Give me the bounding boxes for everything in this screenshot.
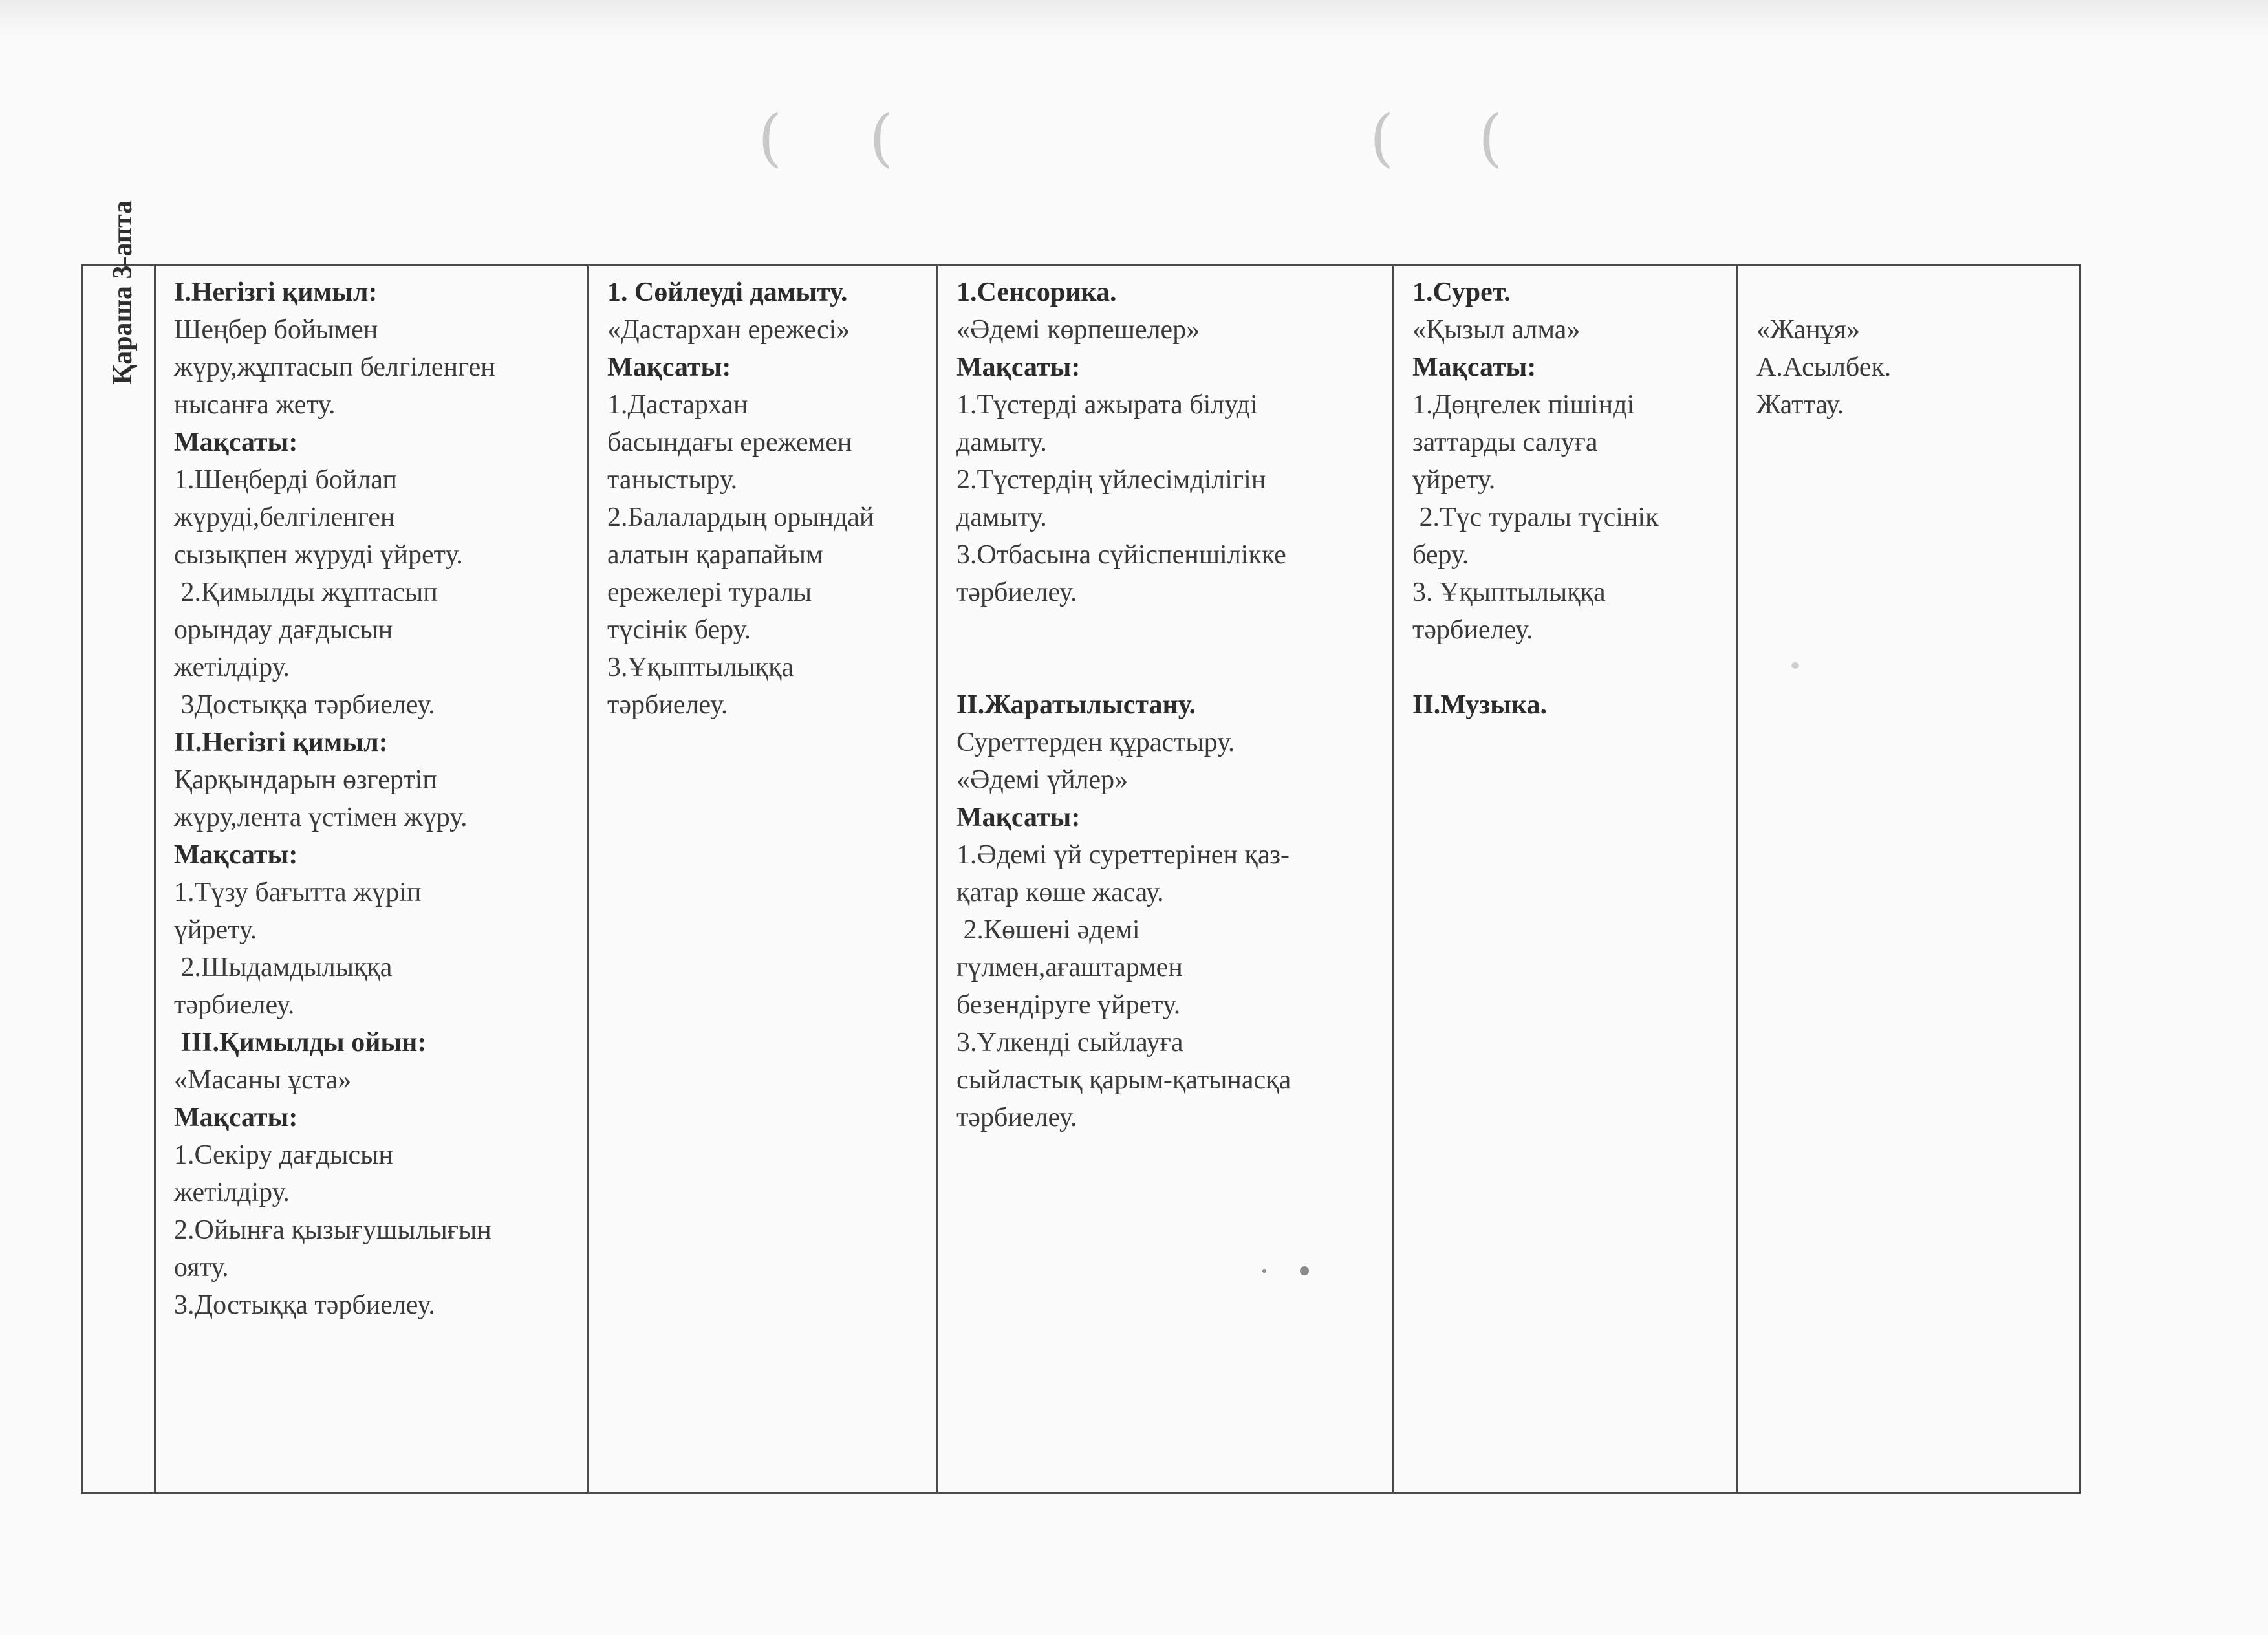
section-heading: II.Жаратылыстану. [956, 690, 1196, 720]
text-line: 3Достыққа тәрбиелеу. [174, 690, 435, 720]
text-line: «Дастархан ережесі» [607, 315, 850, 345]
text-line: «Әдемі үйлер» [956, 765, 1129, 795]
text-line: 2.Шыдамдылыққа [174, 953, 393, 982]
spacer [1756, 274, 2070, 311]
text-line: таныстыру. [607, 465, 738, 495]
text-line: тәрбиелеу. [956, 1103, 1077, 1132]
text-line: жетілдіру. [174, 653, 290, 682]
text-line: тәрбиелеу. [956, 578, 1077, 607]
text-line: 3. Ұқыптылыққа [1412, 578, 1606, 607]
section-heading: III.Қимылды ойын: [174, 1028, 427, 1057]
text-line: «Масаны ұста» [174, 1065, 352, 1095]
text-line: нысанға жету. [174, 390, 336, 420]
section-heading: 1.Сурет. [1412, 277, 1511, 307]
text-line: «Әдемі көрпешелер» [956, 315, 1200, 345]
text-line: 3.Ұқыптылыққа [607, 653, 794, 682]
text-line: 3.Үлкенді сыйлауға [956, 1028, 1183, 1057]
spacer [956, 649, 1383, 686]
text-line: 2.Түстердің үйлесімділігін [956, 465, 1266, 495]
text-line: «Жанұя» [1756, 315, 1861, 345]
punch-hole-mark: ( [758, 102, 783, 174]
text-line: басындағы ережемен [607, 428, 852, 457]
week-cell [82, 200, 155, 1493]
column-sensorics-nature [938, 265, 1394, 1493]
text-line: 1.Түстерді ажырата білуді [956, 390, 1258, 420]
text-line: тәрбиелеу. [607, 690, 728, 720]
text-line: 3.Отбасына сүйіспеншілікке [956, 540, 1286, 570]
text-line: «Қызыл алма» [1412, 315, 1581, 345]
text-line: алатын қарапайым [607, 540, 823, 570]
section-heading: II.Негізгі қимыл: [174, 728, 388, 757]
section-heading: Мақсаты: [956, 352, 1081, 382]
text-line: тәрбиелеу. [1412, 615, 1533, 645]
scan-edge-shade [0, 0, 2268, 39]
section-heading: Мақсаты: [1412, 352, 1537, 382]
punch-hole-mark: ( [869, 102, 894, 174]
text-line: ережелері туралы [607, 578, 812, 607]
text-line: жүру,лента үстімен жүру. [174, 803, 468, 832]
text-line: 2.Қимылды жұптасып [174, 578, 438, 607]
text-line: 2.Көшені әдемі [956, 915, 1140, 945]
text-line: тәрбиелеу. [174, 990, 295, 1020]
column-drawing-music [1394, 265, 1738, 1493]
text-line: дамыту. [956, 428, 1047, 457]
section-heading: 1.Сенсорика. [956, 277, 1117, 307]
scan-speck [1791, 662, 1799, 669]
text-line: А.Асылбек. [1756, 352, 1892, 382]
text-line: 1.Әдемі үй суреттерінен қаз- [956, 840, 1290, 870]
table-row [82, 265, 2080, 1493]
column-physical-education [155, 265, 589, 1493]
text-line: гүлмен,ағаштармен [956, 953, 1183, 982]
text-line: Қарқындарын өзгертіп [174, 765, 437, 795]
text-line: 2.Түс туралы түсінік [1412, 503, 1659, 532]
text-line: заттарды салуға [1412, 428, 1598, 457]
text-line: ояту. [174, 1253, 229, 1283]
scan-speck [1300, 1266, 1309, 1275]
section-heading: II.Музыка. [1412, 690, 1548, 720]
text-line: Шеңбер бойымен [174, 315, 378, 345]
text-line: Суреттерден құрастыру. [956, 728, 1235, 757]
scan-speck [1262, 1269, 1266, 1273]
section-heading: Мақсаты: [174, 1103, 298, 1132]
text-line: сыйластық қарым-қатынасқа [956, 1065, 1291, 1095]
section-heading: Мақсаты: [174, 840, 298, 870]
text-line: Жаттау. [1756, 390, 1844, 420]
section-heading: I.Негізгі қимыл: [174, 277, 378, 307]
text-line: орындау дағдысын [174, 615, 393, 645]
text-line: дамыту. [956, 503, 1047, 532]
section-heading: Мақсаты: [956, 803, 1081, 832]
text-line: безендіруге үйрету. [956, 990, 1181, 1020]
week-label: Қараша 3-апта [108, 200, 138, 385]
text-line: 1.Шеңберді бойлап [174, 465, 397, 495]
text-line: 1.Түзу бағытта жүріп [174, 878, 422, 907]
text-line: жүруді,белгіленген [174, 503, 395, 532]
text-line: 2.Ойынға қызығушылығын [174, 1215, 491, 1245]
text-line: үйрету. [1412, 465, 1496, 495]
lesson-plan-table [81, 200, 2081, 1494]
section-heading: Мақсаты: [607, 352, 731, 382]
text-line: 1.Дөңгелек пішінді [1412, 390, 1635, 420]
text-line: беру. [1412, 540, 1469, 570]
text-line: 1.Дастархан [607, 390, 748, 420]
section-heading: 1. Сөйлеуді дамыту. [607, 277, 848, 307]
spacer [1412, 649, 1727, 686]
punch-hole-mark: ( [1370, 102, 1394, 174]
column-speech-development [589, 265, 938, 1493]
section-heading: Мақсаты: [174, 428, 298, 457]
text-line: сызықпен жүруді үйрету. [174, 540, 463, 570]
text-line: жүру,жұптасып белгіленген [174, 352, 495, 382]
text-line: қатар көше жасау. [956, 878, 1164, 907]
text-line: үйрету. [174, 915, 257, 945]
column-poem [1738, 265, 2080, 1493]
text-line: 2.Балалардың орындай [607, 503, 874, 532]
text-line: 3.Достыққа тәрбиелеу. [174, 1290, 435, 1320]
text-line: жетілдіру. [174, 1178, 290, 1207]
spacer [956, 611, 1383, 649]
text-line: 1.Секіру дағдысын [174, 1140, 393, 1170]
punch-hole-mark: ( [1478, 102, 1503, 174]
text-line: түсінік беру. [607, 615, 751, 645]
